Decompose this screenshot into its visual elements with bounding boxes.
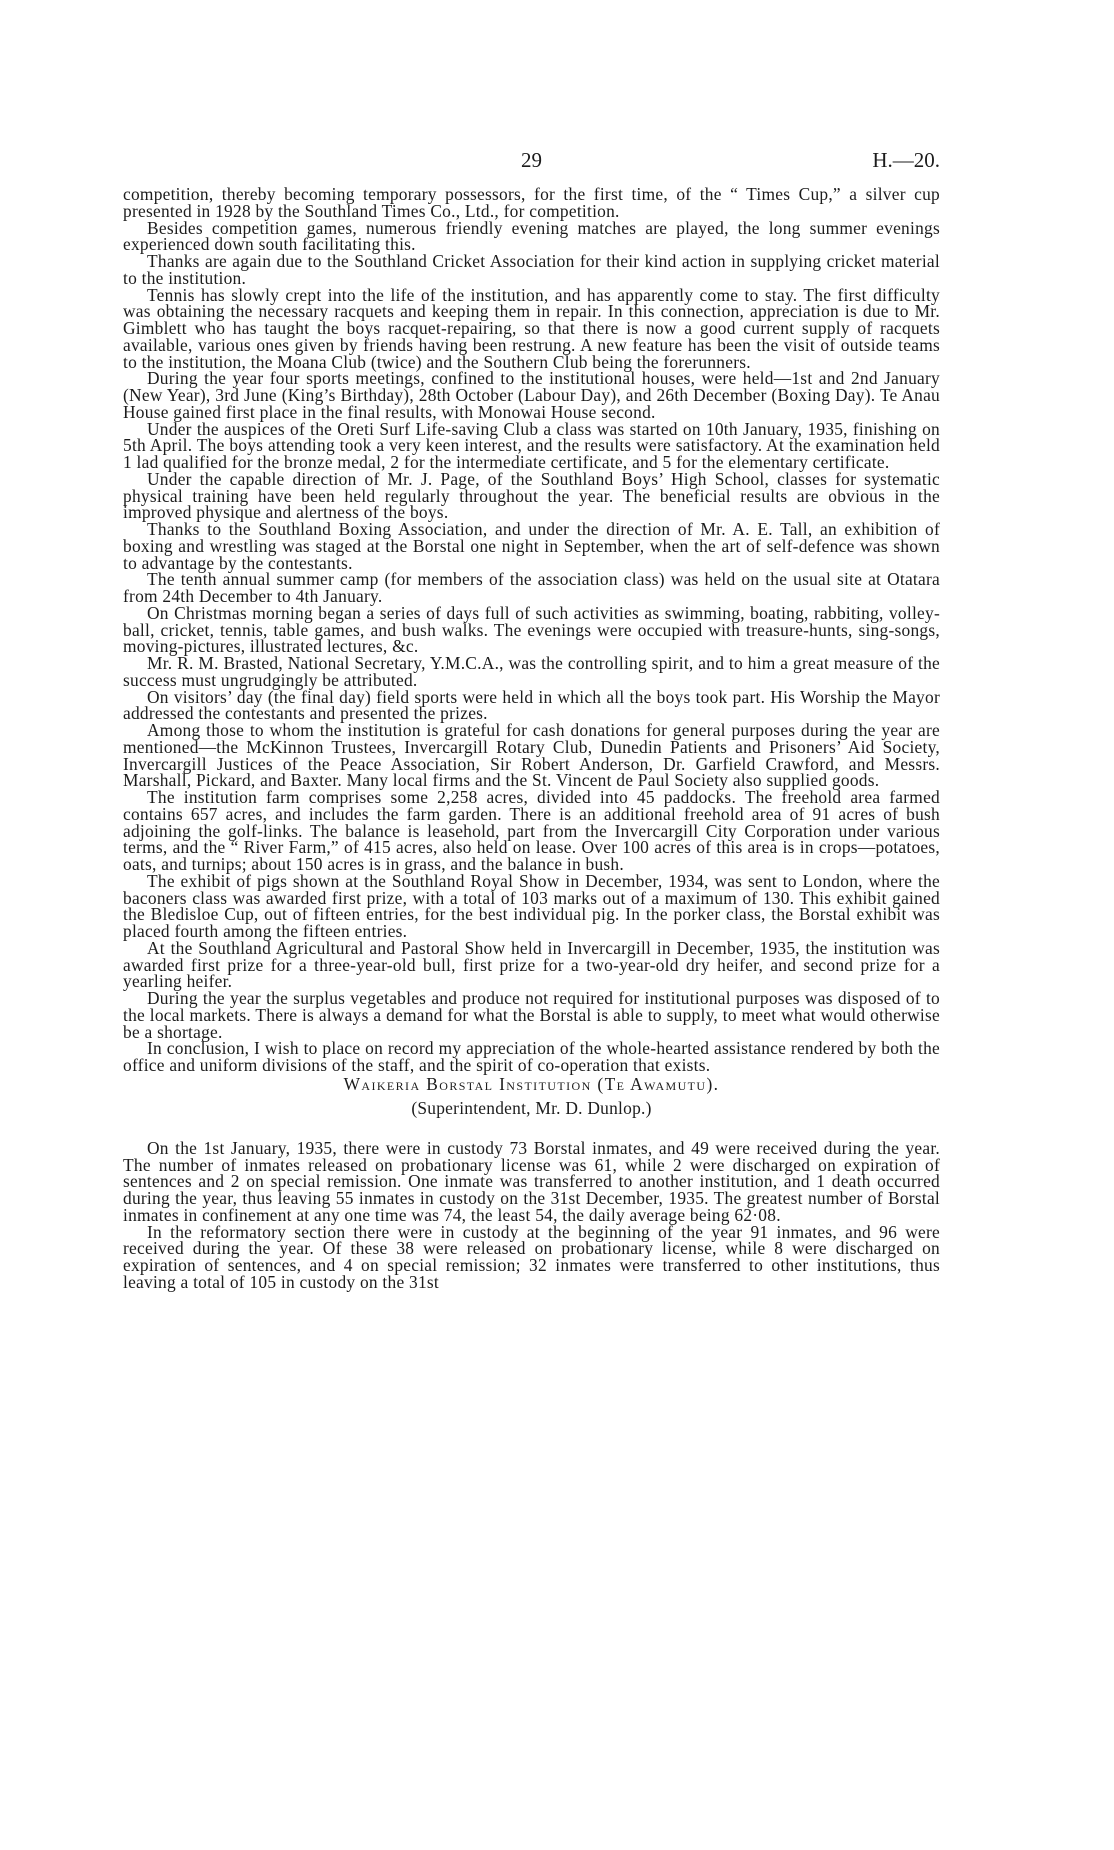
- paragraph: Thanks to the Southland Boxing Association, and under the direction of Mr. A. E. Tall, an exhibition of boxing and wrestling was staged at the Borstal one night in September, when the art of self-defence was shown to advantage by the contestants.: [123, 519, 940, 573]
- paragraph: On visitors’ day (the final day) field sports were held in which all the boys took part. His Worship the Mayor addressed the contestants and presented the prizes.: [123, 686, 940, 724]
- paragraph: Tennis has slowly crept into the life of the institution, and has apparently come to stay. The first difficulty was obtaining the necessary racquets and keeping them in repair. In this connection, appreciation is due to Mr. Gimblett who has taught the boys racquet-repairing, so that there is now a good current supply of racquets available, various ones given by friends having been restrung. A new feature has been the visit of outside teams to the institution, the Moana Club (twice) and the Southern Club being the forerunners.: [123, 284, 940, 372]
- body-text: [123, 186, 940, 1291]
- paragraph: In the reformatory section there were in custody at the beginning of the year 91 inmates, and 96 were received during the year. Of these 38 were released on probationary license, while 8 were discharged on expiration of sentences, and 4 on special remission; 32 inmates were transferred to other institutions, thus leaving a total of 105 in custody on the 31st: [123, 1221, 940, 1292]
- page-number: 29: [521, 148, 542, 172]
- paragraph: During the year four sports meetings, confined to the institutional houses, were held—1st and 2nd January (New Year), 3rd June (King’s Birthday), 28th October (Labour Day), and 26th December (Boxing Day). Te Anau House gained first place in the final results, with Monowai House second.: [123, 368, 940, 422]
- section-subheading: (Superintendent, Mr. D. Dunlop.): [411, 1097, 652, 1118]
- paragraph: At the Southland Agricultural and Pastoral Show held in Invercargill in December, 1935, the institution was awarded first prize for a three-year-old bull, first prize for a two-year-old dry heifer, and second prize for a yearling heifer.: [123, 937, 940, 992]
- paragraph: Besides competition games, numerous friendly evening matches are played, the long summer evenings experienced down south facilitating this.: [123, 217, 940, 255]
- paragraph: Mr. R. M. Brasted, National Secretary, Y.M.C.A., was the controlling spirit, and to him a great measure of the success must ungrudgingly be attributed.: [123, 653, 940, 690]
- page-header: [123, 148, 940, 176]
- paragraph: In conclusion, I wish to place on record my appreciation of the whole-hearted assistance rendered by both the office and uniform divisions of the staff, and the spirit of co-operation that exists.: [123, 1038, 940, 1075]
- paragraph: The institution farm comprises some 2,258 acres, divided into 45 paddocks. The freehold area farmed contains 657 acres, and includes the farm garden. There is an additional freehold area of 91 acres of bush adjoining the golf-links. The balance is leasehold, part from the Invercargill City Corporation under various terms, and the “ River Farm,” of 415 acres, also held on lease. Over 100 acres of this area is in crops—potatoes, oats, and turnips; about 150 acres is in grass, and the balance in bush.: [123, 787, 940, 874]
- section-heading: Waikeria Borstal Institution (Te Awamutu).: [343, 1073, 720, 1094]
- paragraph: The tenth annual summer camp (for members of the association class) was held on the usual site at Otatara from 24th December to 4th January.: [123, 569, 940, 606]
- paragraph: Under the auspices of the Oreti Surf Life-saving Club a class was started on 10th January, 1935, finishing on 5th April. The boys attending took a very keen interest, and the results were satisfactory. At the examination held 1 lad qualified for the bronze medal, 2 for the intermediate certificate, and 5 for the elementary certificate.: [123, 418, 940, 472]
- paragraph: Thanks are again due to the Southland Cricket Association for their kind action in supplying cricket material to the institution.: [123, 251, 940, 288]
- paragraph: On Christmas morning began a series of days full of such activities as swimming, boating, rabbiting, volley-ball, cricket, tennis, table games, and bush walks. The evenings were occupied with treasure-hunts, sing-songs, moving-pictures, illustrated lectures, &c.: [123, 602, 940, 657]
- paragraph: During the year the surplus vegetables and produce not required for institutional purposes was disposed of to the local markets. There is always a demand for what the Borstal is able to supply, to meet what would otherwise be a shortage.: [123, 988, 940, 1042]
- document-reference: H.—20.: [872, 148, 940, 172]
- paragraph: competition, thereby becoming temporary possessors, for the first time, of the “ Times Cup,” a silver cup presented in 1928 by the Southland Times Co., Ltd., for competition.: [123, 184, 940, 221]
- paragraph: On the 1st January, 1935, there were in custody 73 Borstal inmates, and 49 were received during the year. The number of inmates released on probationary license was 61, while 2 were discharged on expiration of sentences and 2 on special remission. One inmate was transferred to another institution, and 1 death occurred during the year, thus leaving 55 inmates in custody on the 31st December, 1935. The greatest number of Borstal inmates in confinement at any one time was 74, the least 54, the daily average being 62·08.: [123, 1137, 940, 1225]
- paragraph: Under the capable direction of Mr. J. Page, of the Southland Boys’ High School, classes for systematic physical training have been held regularly throughout the year. The beneficial results are obvious in the improved physique and alertness of the boys.: [123, 468, 940, 523]
- paragraph: The exhibit of pigs shown at the Southland Royal Show in December, 1934, was sent to London, where the baconers class was awarded first prize, with a total of 103 marks out of a maximum of 130. This exhibit gained the Bledisloe Cup, out of fifteen entries, for the best individual pig. In the porker class, the Borstal exhibit was placed fourth among the fifteen entries.: [123, 870, 940, 941]
- paragraph: Among those to whom the institution is grateful for cash donations for general purposes during the year are mentioned—the McKinnon Trustees, Invercargill Rotary Club, Dunedin Patients and Prisoners’ Aid Society, Invercargill Justices of the Peace Association, Sir Robert Anderson, Dr. Garfield Crawford, and Messrs. Marshall, Pickard, and Baxter. Many local firms and the St. Vincent de Paul Society also supplied goods.: [123, 720, 940, 791]
